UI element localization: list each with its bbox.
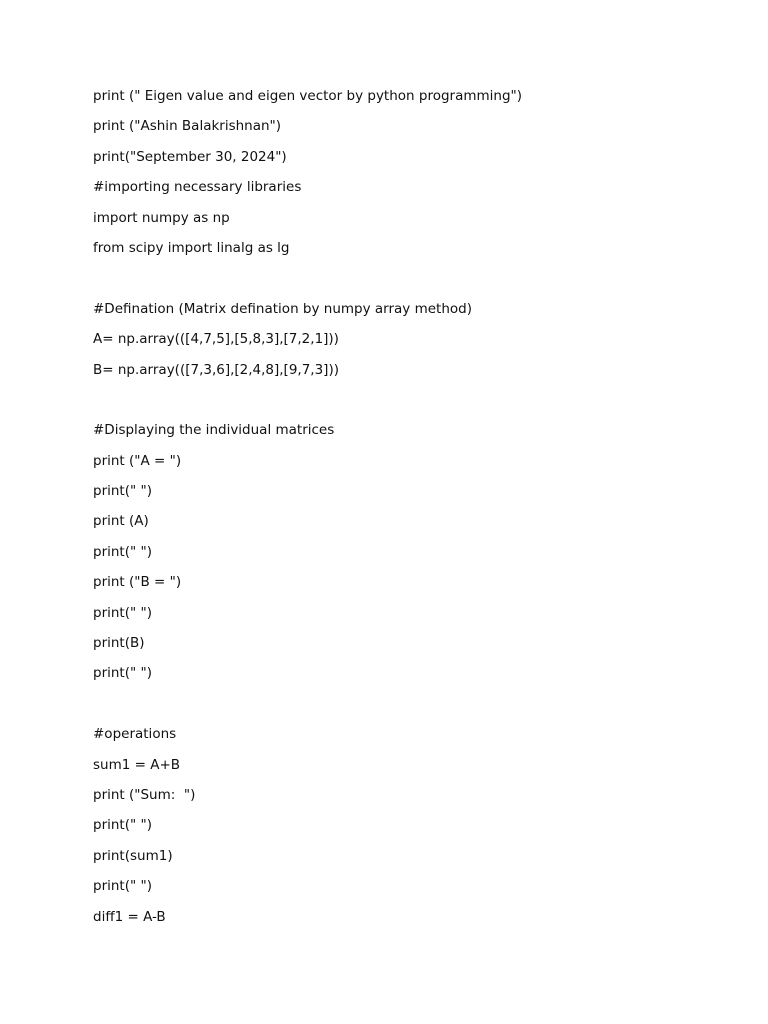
code-line: print(" ") <box>93 878 152 895</box>
code-comment-line: #Defination (Matrix defination by numpy array method) <box>93 300 472 317</box>
code-text-block <box>93 85 713 936</box>
code-line: print ("Sum: ") <box>93 786 196 803</box>
code-line: print ("Ashin Balakrishnan") <box>93 118 282 135</box>
code-line: print (A) <box>93 513 149 530</box>
code-line: diff1 = A-B <box>93 908 166 925</box>
code-line: sum1 = A+B <box>93 756 181 773</box>
code-line: print ("A = ") <box>93 452 182 469</box>
code-line: print(" ") <box>93 543 152 560</box>
code-line: print(" ") <box>93 665 152 682</box>
code-line: A= np.array(([4,7,5],[5,8,3],[7,2,1])) <box>93 331 339 348</box>
blank-line <box>93 389 713 419</box>
code-line: print("September 30, 2024") <box>93 148 287 165</box>
code-line: from scipy import linalg as lg <box>93 239 290 256</box>
code-line: print (" Eigen value and eigen vector by python programming") <box>93 88 523 104</box>
code-comment-line: #Displaying the individual matrices <box>93 422 335 439</box>
code-line: print(" ") <box>93 817 152 834</box>
code-line: print(" ") <box>93 604 152 621</box>
code-comment-line: #importing necessary libraries <box>93 179 302 196</box>
code-line: print(sum1) <box>93 847 173 864</box>
blank-line <box>93 693 713 723</box>
blank-line <box>93 267 713 297</box>
code-line: print ("B = ") <box>93 574 182 591</box>
code-line: B= np.array(([7,3,6],[2,4,8],[9,7,3])) <box>93 361 339 378</box>
code-comment-line: #operations <box>93 726 177 743</box>
code-line: import numpy as np <box>93 209 230 226</box>
code-line: print(" ") <box>93 483 152 500</box>
code-line: print(B) <box>93 635 145 652</box>
